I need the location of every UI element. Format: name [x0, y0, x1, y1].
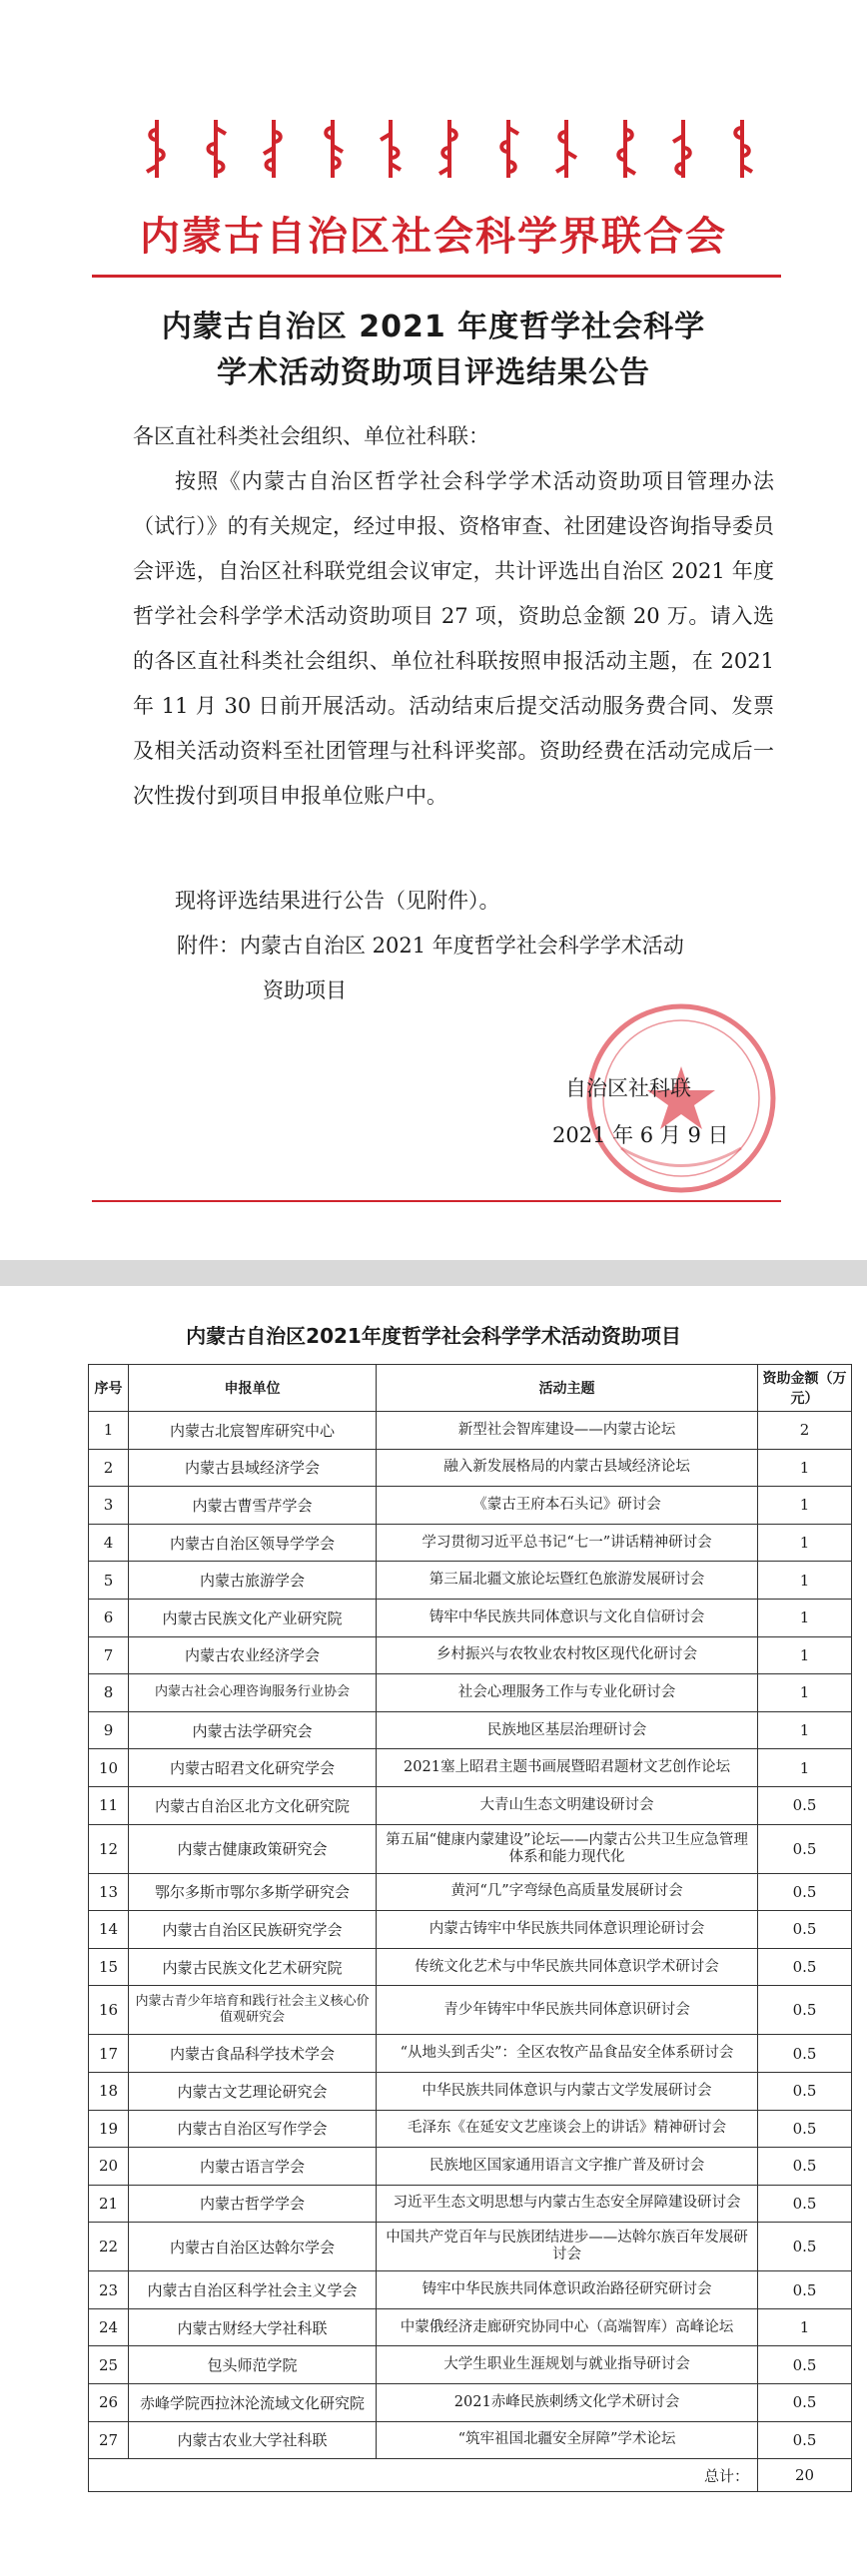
mongolian-glyph-icon	[140, 118, 174, 180]
cell-no: 18	[89, 2072, 129, 2110]
cell-amount: 1	[758, 1674, 852, 1712]
cell-topic: 大青山生态文明建设研讨会	[377, 1786, 758, 1824]
cell-no: 17	[89, 2035, 129, 2073]
cell-amount: 1	[758, 1636, 852, 1674]
cell-topic: 《蒙古王府本石头记》研讨会	[377, 1487, 758, 1525]
cell-unit: 内蒙古食品科学技术学会	[129, 2035, 377, 2073]
cell-amount: 0.5	[758, 2384, 852, 2422]
cell-no: 13	[89, 1873, 129, 1911]
cell-amount: 0.5	[758, 2421, 852, 2459]
table-row	[89, 1824, 852, 1873]
footer-divider	[92, 1200, 781, 1202]
cell-unit: 内蒙古旅游学会	[129, 1562, 377, 1600]
cell-topic: 习近平生态文明思想与内蒙古生态安全屏障建设研讨会	[377, 2185, 758, 2223]
cell-no: 10	[89, 1749, 129, 1787]
cell-amount: 0.5	[758, 2271, 852, 2309]
cell-amount: 0.5	[758, 2148, 852, 2186]
cell-topic: 第五届“健康内蒙建设”论坛——内蒙古公共卫生应急管理体系和能力现代化	[377, 1824, 758, 1873]
table-row	[89, 1599, 852, 1636]
cell-topic: 大学生职业生涯规划与就业指导研讨会	[377, 2346, 758, 2384]
cell-topic: 民族地区基层治理研讨会	[377, 1711, 758, 1749]
cell-no: 19	[89, 2110, 129, 2148]
header-no: 序号	[89, 1365, 129, 1412]
cell-topic: 中华民族共同体意识与内蒙古文学发展研讨会	[377, 2072, 758, 2110]
table-row	[89, 1911, 852, 1949]
cell-topic: 中蒙俄经济走廊研究协同中心（高端智库）高峰论坛	[377, 2308, 758, 2346]
cell-amount: 1	[758, 1749, 852, 1787]
cell-no: 2	[89, 1449, 129, 1487]
total-value: 20	[758, 2459, 852, 2492]
cell-amount: 1	[758, 1487, 852, 1525]
cell-no: 27	[89, 2421, 129, 2459]
salutation: 各区直社科类社会组织、单位社科联：	[133, 424, 489, 448]
cell-unit: 内蒙古自治区写作学会	[129, 2110, 377, 2148]
cell-unit: 内蒙古农业经济学会	[129, 1636, 377, 1674]
cell-no: 22	[89, 2223, 129, 2271]
cell-topic: 铸牢中华民族共同体意识政治路径研究研讨会	[377, 2271, 758, 2309]
table-row	[89, 1412, 852, 1450]
cell-amount: 1	[758, 2308, 852, 2346]
cell-no: 21	[89, 2185, 129, 2223]
table-title: 内蒙古自治区2021年度哲学社会科学学术活动资助项目	[186, 1324, 681, 1348]
cell-amount: 0.5	[758, 1824, 852, 1873]
mongolian-glyph-icon	[725, 118, 759, 180]
table-row	[89, 2148, 852, 2186]
cell-topic: 传统文化艺术与中华民族共同体意识学术研讨会	[377, 1948, 758, 1986]
cell-topic: 社会心理服务工作与专业化研讨会	[377, 1674, 758, 1712]
mongolian-glyph-icon	[199, 118, 233, 180]
signer: 自治区社科联	[565, 1076, 691, 1100]
table-row	[89, 1749, 852, 1787]
cell-topic: 融入新发展格局的内蒙古县域经济论坛	[377, 1449, 758, 1487]
cell-amount: 1	[758, 1711, 852, 1749]
cell-no: 11	[89, 1786, 129, 1824]
attachment-line2: 资助项目	[263, 978, 347, 1002]
table-row	[89, 1449, 852, 1487]
table-row	[89, 2035, 852, 2073]
cell-no: 26	[89, 2384, 129, 2422]
cell-amount: 0.5	[758, 1911, 852, 1949]
table-row	[89, 2384, 852, 2422]
cell-amount: 1	[758, 1449, 852, 1487]
cell-unit: 内蒙古自治区北方文化研究院	[129, 1786, 377, 1824]
cell-topic: 青少年铸牢中华民族共同体意识研讨会	[377, 1986, 758, 2035]
table-row	[89, 1674, 852, 1712]
cell-unit: 内蒙古社会心理咨询服务行业协会	[129, 1674, 377, 1712]
cell-amount: 0.5	[758, 2185, 852, 2223]
cell-no: 14	[89, 1911, 129, 1949]
cell-amount: 0.5	[758, 1986, 852, 2035]
cell-topic: 2021塞上昭君主题书画展暨昭君题材文艺创作论坛	[377, 1749, 758, 1787]
table-row	[89, 2185, 852, 2223]
cell-unit: 内蒙古法学研究会	[129, 1711, 377, 1749]
cell-topic: 第三届北疆文旅论坛暨红色旅游发展研讨会	[377, 1562, 758, 1600]
cell-topic: “从地头到舌尖”：全区农牧产品食品安全体系研讨会	[377, 2035, 758, 2073]
cell-unit: 内蒙古自治区达斡尔学会	[129, 2223, 377, 2271]
cell-unit: 内蒙古民族文化产业研究院	[129, 1599, 377, 1636]
cell-topic: 毛泽东《在延安文艺座谈会上的讲话》精神研讨会	[377, 2110, 758, 2148]
announce-line: 现将评选结果进行公告（见附件）。	[175, 889, 500, 913]
cell-no: 4	[89, 1524, 129, 1562]
cell-no: 25	[89, 2346, 129, 2384]
total-label: 总计：	[89, 2459, 758, 2492]
cell-topic: 民族地区国家通用语言文字推广普及研讨会	[377, 2148, 758, 2186]
table-row	[89, 1986, 852, 2035]
table-row	[89, 1786, 852, 1824]
mongolian-glyph-icon	[316, 118, 350, 180]
cell-amount: 1	[758, 1524, 852, 1562]
cell-amount: 0.5	[758, 2110, 852, 2148]
cell-amount: 0.5	[758, 2072, 852, 2110]
cell-amount: 0.5	[758, 1948, 852, 1986]
mongolian-glyph-icon	[491, 118, 525, 180]
cell-unit: 包头师范学院	[129, 2346, 377, 2384]
notice-title-line2: 学术活动资助项目评选结果公告	[217, 355, 650, 390]
notice-body: 按照《内蒙古自治区哲学社会科学学术活动资助项目管理办法（试行）》的有关规定，经过申报、资格审查、社团建设咨询指导委员会评选，自治区社科联党组会议审定，共计评选出自治区 2021 年度哲学社会科学学术活动资助项目 27 项，资助总金额 20 万。请入选的各区直社科类社会组织、单位社科联按照申报活动主题，在 2021 年 11 月 30 日前开展活动。活动结束后提交活动服务费合同、发票及相关活动资料至社团管理与社科评奖部。资助经费在活动完成后一次性拨付到项目申报单位账户中。	[133, 469, 774, 808]
table-total-row	[89, 2459, 852, 2492]
cell-amount: 0.5	[758, 1873, 852, 1911]
table-row	[89, 1948, 852, 1986]
cell-unit: 内蒙古健康政策研究会	[129, 1824, 377, 1873]
notice-title-line1: 内蒙古自治区 2021 年度哲学社会科学	[161, 310, 706, 344]
cell-no: 24	[89, 2308, 129, 2346]
cell-unit: 内蒙古文艺理论研究会	[129, 2072, 377, 2110]
table-row	[89, 2223, 852, 2271]
cell-no: 6	[89, 1599, 129, 1636]
header-amount: 资助金额（万元）	[758, 1365, 852, 1412]
cell-no: 12	[89, 1824, 129, 1873]
issue-date: 2021 年 6 月 9 日	[552, 1123, 729, 1147]
attachment-line1: 附件：内蒙古自治区 2021 年度哲学社会科学学术活动	[177, 934, 684, 958]
cell-unit: 内蒙古农业大学社科联	[129, 2421, 377, 2459]
cell-amount: 1	[758, 1562, 852, 1600]
cell-unit: 内蒙古财经大学社科联	[129, 2308, 377, 2346]
cell-no: 15	[89, 1948, 129, 1986]
mongolian-script-org-name	[140, 118, 759, 180]
cell-unit: 内蒙古自治区民族研究学会	[129, 1911, 377, 1949]
mongolian-glyph-icon	[549, 118, 583, 180]
header-unit: 申报单位	[129, 1365, 377, 1412]
cell-amount: 0.5	[758, 2223, 852, 2271]
cell-topic: 2021赤峰民族刺绣文化学术研讨会	[377, 2384, 758, 2422]
cell-unit: 鄂尔多斯市鄂尔多斯学研究会	[129, 1873, 377, 1911]
mongolian-glyph-icon	[374, 118, 408, 180]
org-name: 内蒙古自治区社会科学界联合会	[140, 214, 727, 260]
table-row	[89, 2072, 852, 2110]
cell-amount: 0.5	[758, 2346, 852, 2384]
table-header-row	[89, 1365, 852, 1412]
cell-no: 3	[89, 1487, 129, 1525]
table-row	[89, 1487, 852, 1525]
cell-unit: 内蒙古县域经济学会	[129, 1449, 377, 1487]
notice-page	[0, 0, 867, 1260]
table-row	[89, 1636, 852, 1674]
table-row	[89, 1524, 852, 1562]
cell-topic: 黄河“几”字弯绿色高质量发展研讨会	[377, 1873, 758, 1911]
mongolian-glyph-icon	[608, 118, 642, 180]
cell-no: 8	[89, 1674, 129, 1712]
table-row	[89, 1562, 852, 1600]
cell-topic: 铸牢中华民族共同体意识与文化自信研讨会	[377, 1599, 758, 1636]
table-row	[89, 2421, 852, 2459]
cell-unit: 内蒙古自治区科学社会主义学会	[129, 2271, 377, 2309]
cell-topic: “筑牢祖国北疆安全屏障”学术论坛	[377, 2421, 758, 2459]
cell-unit: 内蒙古民族文化艺术研究院	[129, 1948, 377, 1986]
cell-amount: 2	[758, 1412, 852, 1450]
cell-unit: 内蒙古自治区领导学学会	[129, 1524, 377, 1562]
table-row	[89, 2110, 852, 2148]
table-row	[89, 1711, 852, 1749]
grants-table	[88, 1364, 852, 2492]
cell-topic: 新型社会智库建设——内蒙古论坛	[377, 1412, 758, 1450]
table-row	[89, 1873, 852, 1911]
table-row	[89, 2271, 852, 2309]
table-row	[89, 2308, 852, 2346]
cell-unit: 内蒙古哲学学会	[129, 2185, 377, 2223]
cell-no: 1	[89, 1412, 129, 1450]
cell-no: 16	[89, 1986, 129, 2035]
header-topic: 活动主题	[377, 1365, 758, 1412]
cell-unit: 内蒙古青少年培育和践行社会主义核心价值观研究会	[129, 1986, 377, 2035]
cell-no: 7	[89, 1636, 129, 1674]
letterhead-divider	[92, 275, 781, 278]
cell-no: 9	[89, 1711, 129, 1749]
cell-no: 5	[89, 1562, 129, 1600]
cell-no: 23	[89, 2271, 129, 2309]
cell-topic: 乡村振兴与农牧业农村牧区现代化研讨会	[377, 1636, 758, 1674]
cell-unit: 赤峰学院西拉沐沦流域文化研究院	[129, 2384, 377, 2422]
cell-topic: 内蒙古铸牢中华民族共同体意识理论研讨会	[377, 1911, 758, 1949]
mongolian-glyph-icon	[666, 118, 700, 180]
cell-unit: 内蒙古北宸智库研究中心	[129, 1412, 377, 1450]
cell-unit: 内蒙古昭君文化研究学会	[129, 1749, 377, 1787]
cell-unit: 内蒙古曹雪芹学会	[129, 1487, 377, 1525]
cell-amount: 0.5	[758, 1786, 852, 1824]
mongolian-glyph-icon	[433, 118, 466, 180]
table-row	[89, 2346, 852, 2384]
cell-topic: 学习贯彻习近平总书记“七一”讲话精神研讨会	[377, 1524, 758, 1562]
cell-no: 20	[89, 2148, 129, 2186]
cell-unit: 内蒙古语言学会	[129, 2148, 377, 2186]
cell-topic: 中国共产党百年与民族团结进步——达斡尔族百年发展研讨会	[377, 2223, 758, 2271]
mongolian-glyph-icon	[257, 118, 291, 180]
cell-amount: 1	[758, 1599, 852, 1636]
cell-amount: 0.5	[758, 2035, 852, 2073]
